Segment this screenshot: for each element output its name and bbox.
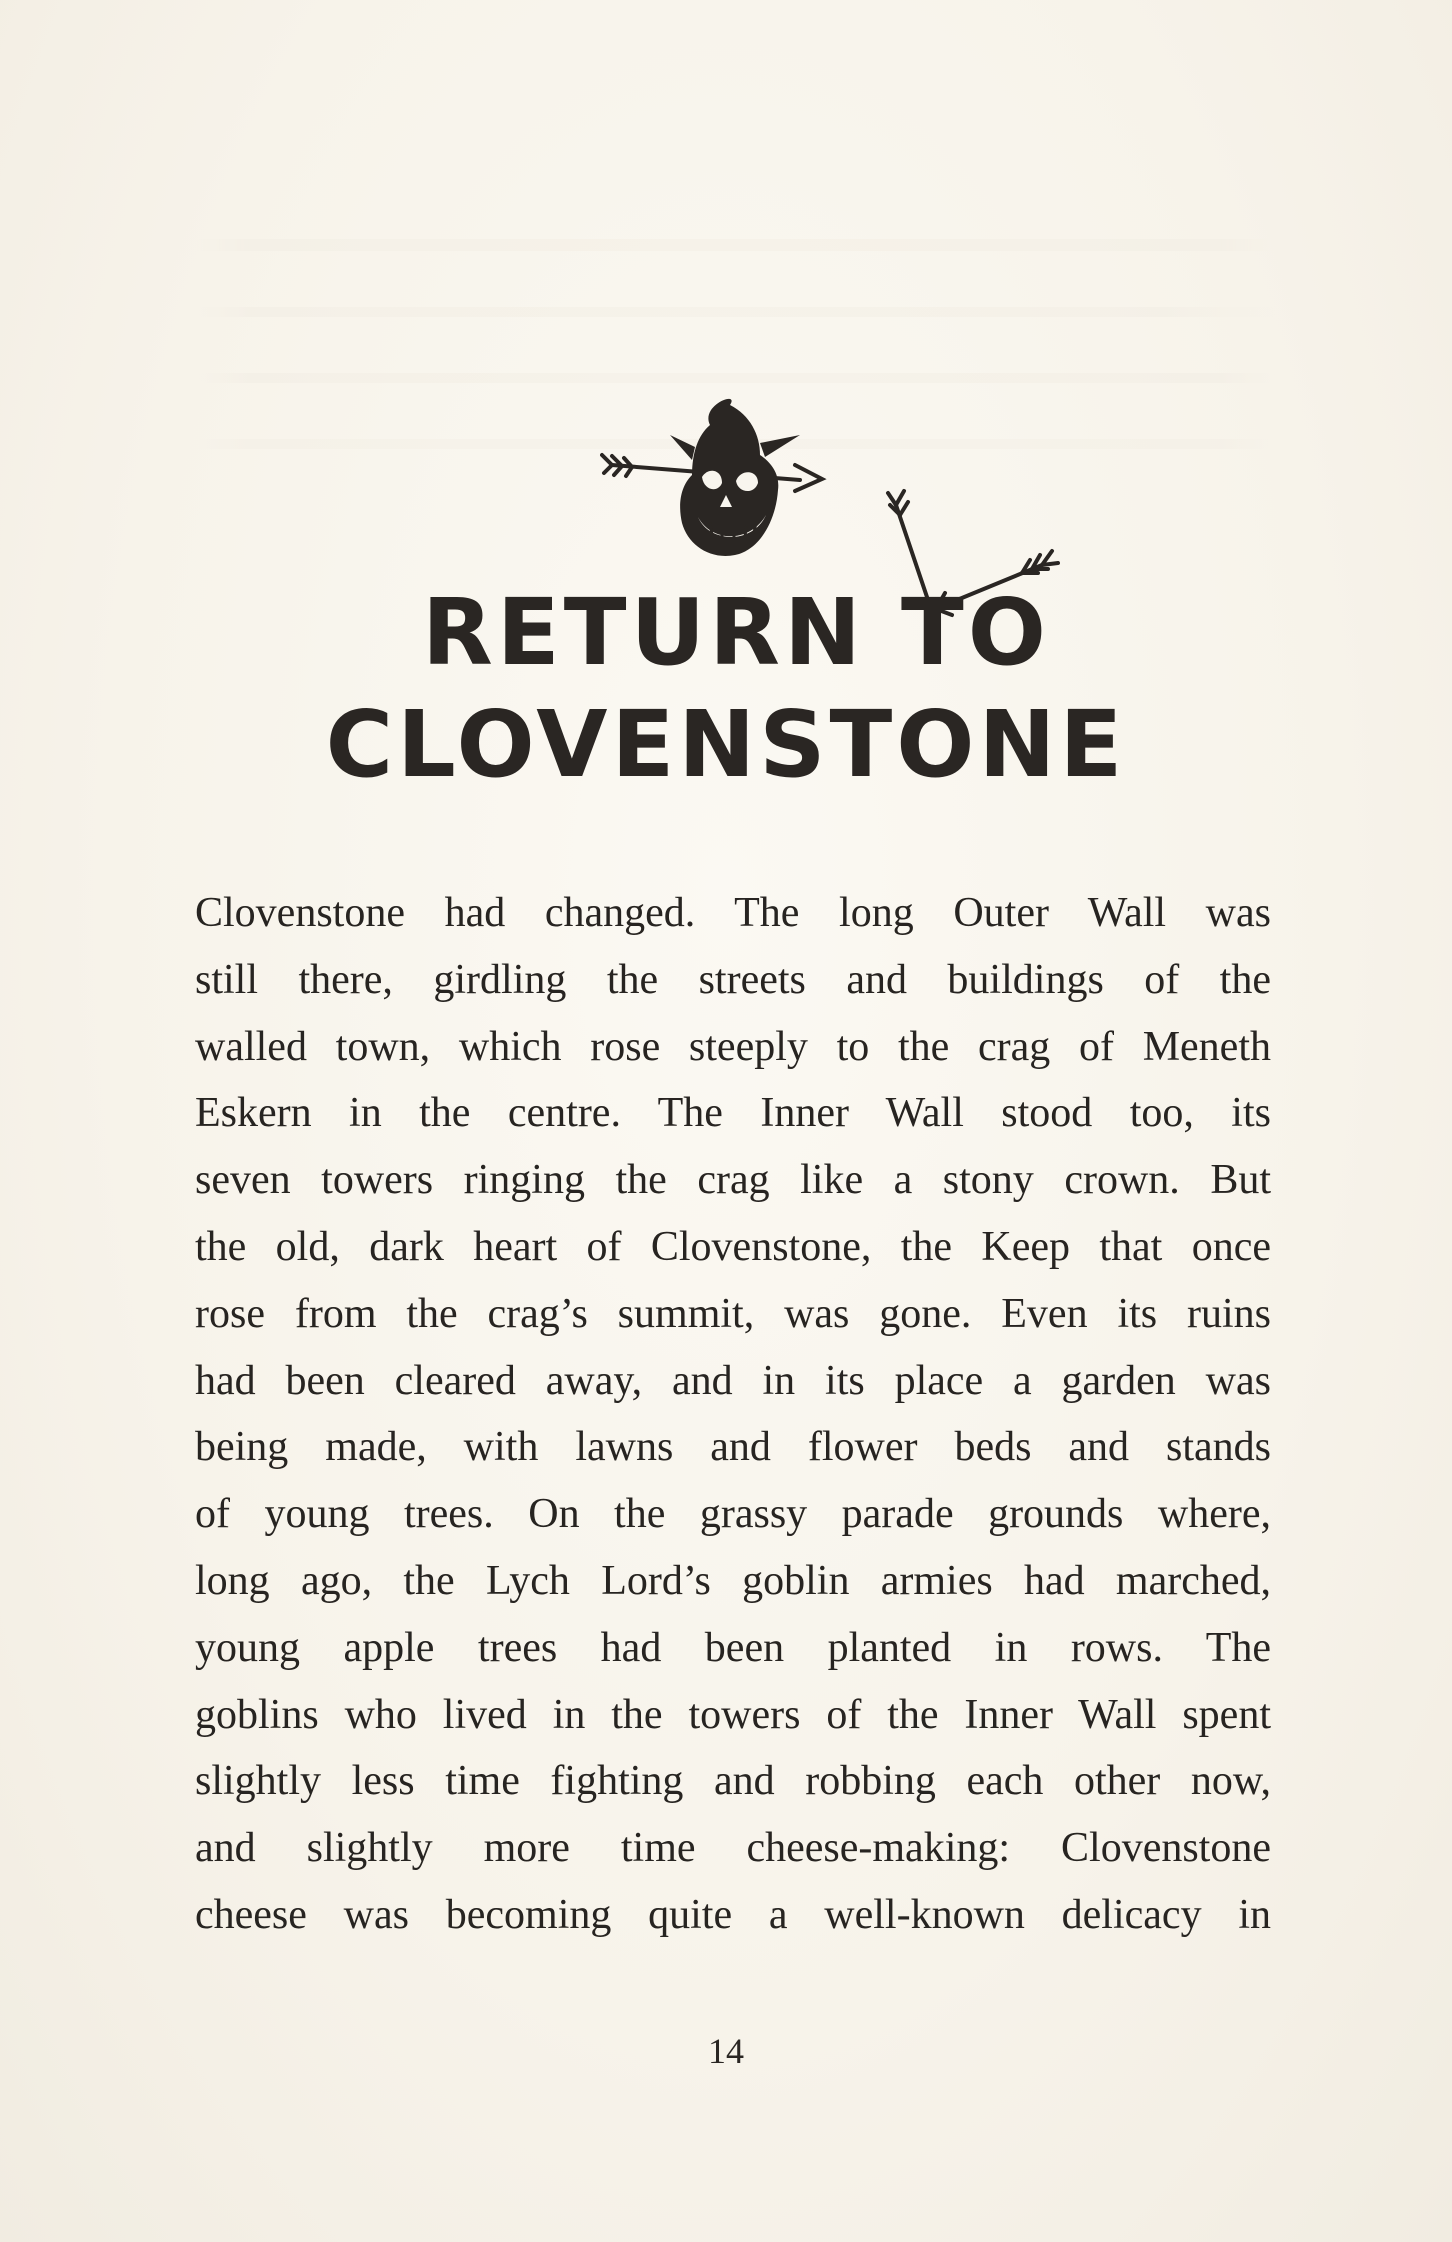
text-line: goblins who lived in the towers of the Inner Wall spent [195,1691,1271,1738]
text-line: the old, dark heart of Clovenstone, the Keep that once [195,1223,1271,1270]
text-line: young apple trees had been planted in rows. The [195,1624,1271,1671]
text-line: seven towers ringing the crag like a stony crown. But [195,1157,1271,1204]
text-line: walled town, which rose steeply to the crag of Meneth [195,1023,1271,1070]
text-line: had been cleared away, and in its place a garden was [195,1357,1271,1404]
text-line: long ago, the Lych Lord’s goblin armies had marched, [195,1557,1271,1604]
chapter-title-line-2: CLOVENSTONE [325,691,1127,798]
text-line: and slightly more time cheese-making: Clovenstone [195,1825,1271,1872]
text-line: Clovenstone had changed. The long Outer Wall was [195,890,1271,936]
text-line: rose from the crag’s summit, was gone. Even its ruins [195,1290,1271,1337]
page-number: 14 [708,2031,744,2071]
text-line: Eskern in the centre. The Inner Wall stood too, its [195,1090,1271,1137]
chapter-body-text [195,880,1271,1949]
text-line: slightly less time fighting and robbing each other now, [195,1758,1271,1805]
text-line: cheese was becoming quite a well-known delicacy in [195,1891,1271,1938]
text-line: being made, with lawns and flower beds and stands [195,1424,1271,1471]
text-line: of young trees. On the grassy parade grounds where, [195,1491,1271,1538]
chapter-title-line-1: RETURN TO [422,579,1050,686]
text-line: still there, girdling the streets and buildings of the [195,956,1271,1003]
